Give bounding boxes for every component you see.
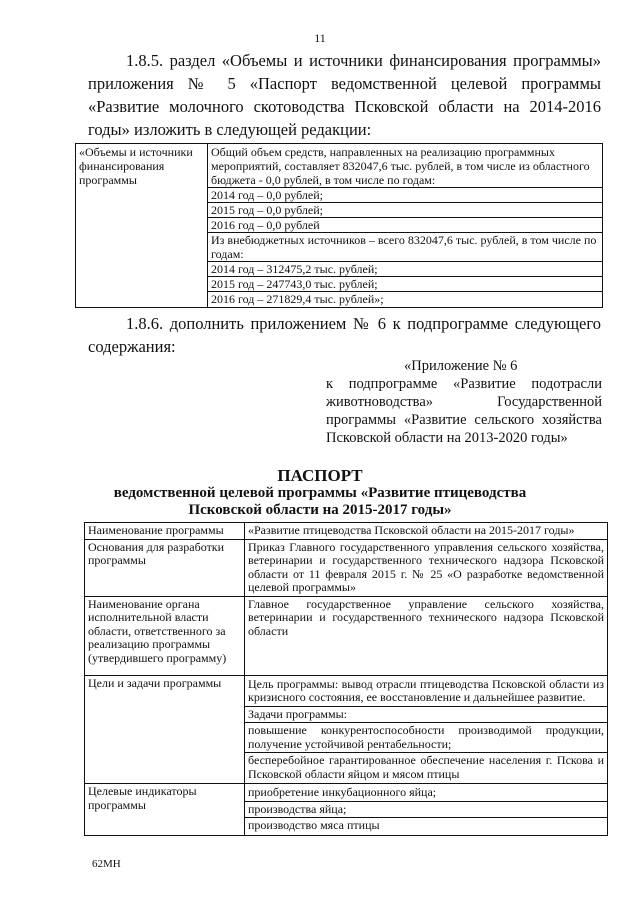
- financing-table: [75, 143, 603, 308]
- paragraph-1-8-6: [88, 312, 601, 358]
- financing-line: 2015 год – 0,0 рублей;: [208, 203, 602, 218]
- indicator-item: производства яйца;: [245, 802, 607, 819]
- passport-subtitle-line-2: Псковской области на 2015-2017 годы»: [188, 502, 452, 518]
- financing-content: [208, 144, 603, 308]
- document-code: 62МН: [92, 858, 121, 870]
- row-value: Главное государственное управление сельского хозяйства, ветеринарии и государственного технического надзора Псковской области: [245, 596, 608, 675]
- indicator-item: производство мяса птицы: [248, 818, 380, 832]
- row-value: «Развитие птицеводства Псковской области на 2015-2017 годы»: [245, 523, 608, 540]
- page-number: 11: [314, 31, 326, 45]
- table-row: [85, 539, 608, 596]
- indicator-item: приобретение инкубационного яйца;: [245, 785, 607, 802]
- financing-label: «Объемы и источники финансирования программы: [76, 144, 208, 308]
- financing-line: 2016 год – 271829,4 тыс. рублей»;: [211, 292, 384, 306]
- paragraph-1-8-6-text: 1.8.6. дополнить приложением № 6 к подпрограмме следующего содержания:: [88, 314, 601, 356]
- appendix-reference: к подпрограмме «Развитие подотрасли животноводства» Государственной программы «Развитие сельского хозяйства Псковской области на 2013-2020 годы»: [326, 376, 602, 446]
- table-row: [85, 523, 608, 540]
- row-value: [245, 675, 608, 784]
- goal-text: Цель программы: вывод отрасли птицеводства Псковской области из кризисного состояния, ее восстановление и дальнейшее развитие.: [245, 677, 607, 707]
- financing-row: [76, 144, 603, 308]
- tasks-heading: Задачи программы:: [245, 707, 607, 724]
- table-row: [85, 596, 608, 675]
- financing-line: 2016 год – 0,0 рублей: [208, 218, 602, 233]
- financing-line: Из внебюджетных источников – всего 832047,6 тыс. рублей, в том числе по годам:: [208, 233, 602, 262]
- row-label: Целевые индикаторы программы: [85, 784, 245, 836]
- appendix-number: «Приложение № 6: [404, 358, 518, 374]
- row-label: Наименование программы: [85, 523, 245, 540]
- table-row: [85, 675, 608, 784]
- row-label: Цели и задачи программы: [85, 675, 245, 784]
- financing-line: 2014 год – 312475,2 тыс. рублей;: [208, 262, 602, 277]
- task-item: бесперебойное гарантированное обеспечение населения г. Пскова и Псковской области яйцом и мясом птицы: [248, 753, 604, 781]
- passport-subtitle-line-1: ведомственной целевой программы «Развитие птицеводства: [113, 485, 527, 501]
- row-value: Приказ Главного государственного управления сельского хозяйства, ветеринарии и государственного технического надзора Псковской области от 11 февраля 2015 г. № 25 «О разработке ведомственной целевой программы»: [245, 539, 608, 596]
- row-value: [245, 784, 608, 836]
- financing-line: 2015 год – 247743,0 тыс. рублей;: [208, 277, 602, 292]
- table-row: [85, 784, 608, 836]
- row-label: Основания для разработки программы: [85, 539, 245, 596]
- appendix-header: [326, 357, 602, 447]
- paragraph-1-8-5-text: 1.8.5. раздел «Объемы и источники финансирования программы» приложения № 5 «Паспорт ведомственной целевой программы «Развитие молочного скотоводства Псковской области на 2014-2016 годы» изложить в следующей редакции:: [88, 51, 601, 139]
- financing-line: 2014 год – 0,0 рублей;: [208, 188, 602, 203]
- financing-line: Общий объем средств, направленных на реализацию программных мероприятий, составляет 832047,6 тыс. рублей, в том числе из областного бюджета - 0,0 рублей, в том числе по годам:: [208, 145, 602, 188]
- task-item: повышение конкурентоспособности производимой продукции, получение устойчивой рентабельности;: [245, 723, 607, 753]
- passport-table: [84, 522, 608, 836]
- paragraph-1-8-5: [88, 49, 601, 141]
- passport-title: ПАСПОРТ: [277, 466, 363, 485]
- row-label: Наименование органа исполнительной власти области, ответственного за реализацию программы (утвердившего программу): [85, 596, 245, 675]
